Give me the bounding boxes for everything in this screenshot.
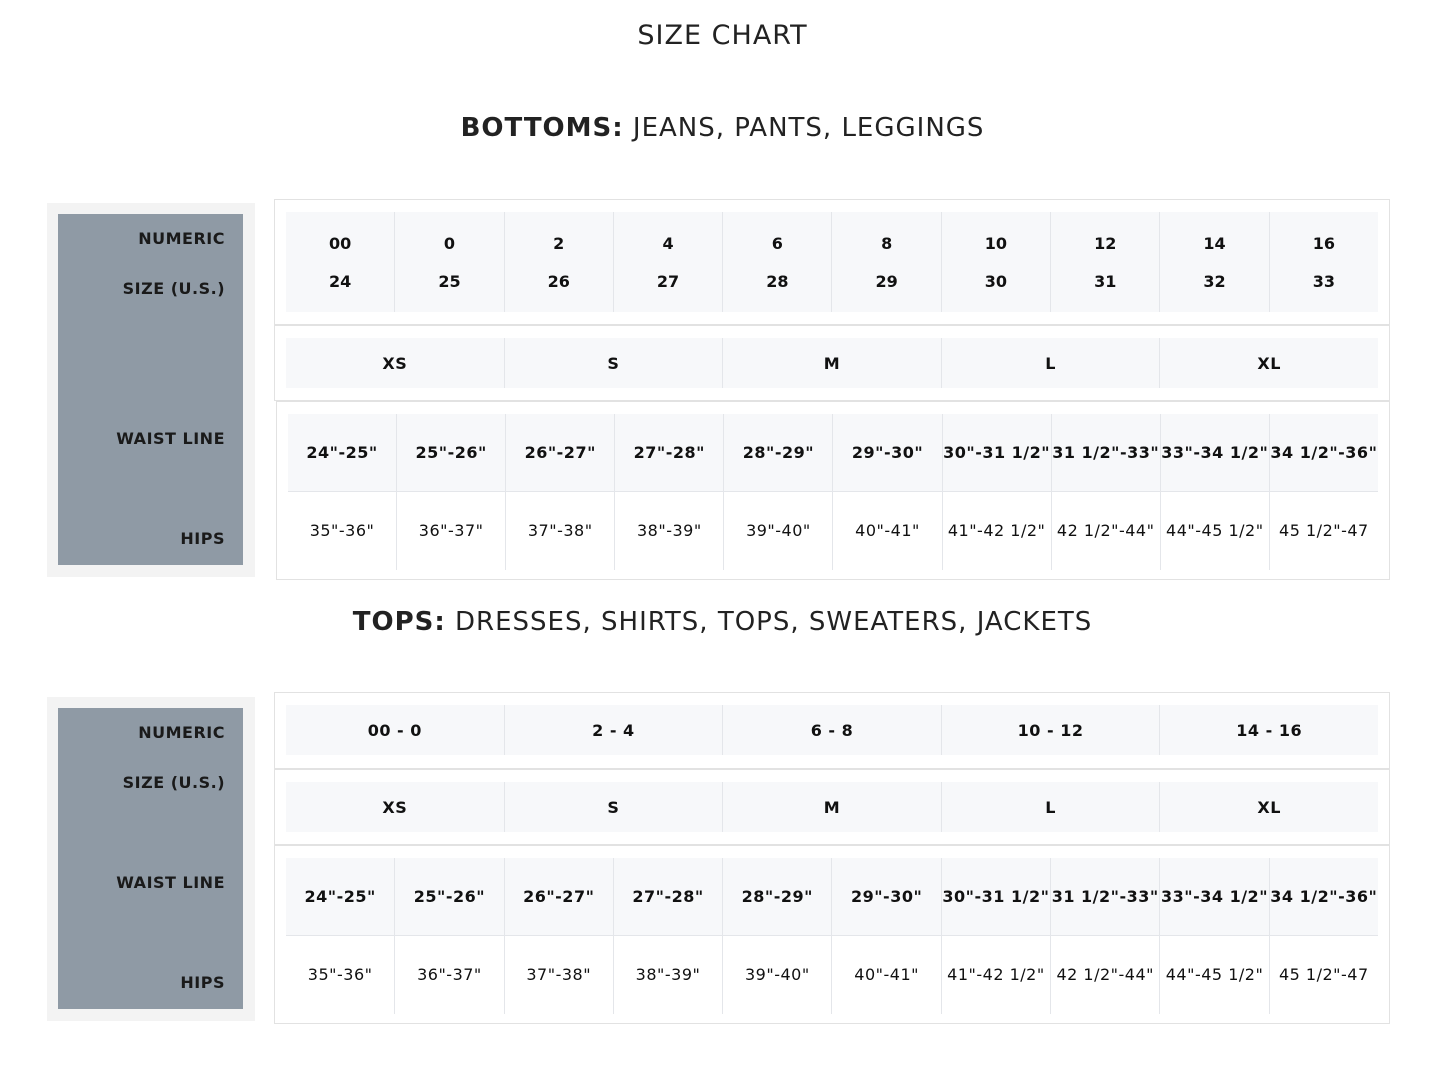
numeric-size-cell [1051,212,1160,312]
letter-size-cell: S [505,338,724,388]
numeric-size-value: 8 [881,233,893,253]
hips-measure-cell: 36"-37" [395,936,504,1014]
tops-letter-row [286,782,1378,832]
waist-size-value: 25 [438,271,461,291]
numeric-size-cell: 10 - 12 [942,705,1161,755]
waist-measure-cell: 28"-29" [724,414,833,491]
hips-measure-cell: 35"-36" [286,936,395,1014]
hips-measure-cell: 41"-42 1/2" [942,936,1051,1014]
waist-measure-cell: 29"-30" [833,414,942,491]
hips-measure-cell: 36"-37" [397,492,506,570]
waist-measure-cell: 30"-31 1/2" [942,858,1051,935]
bottoms-heading-rest: JEANS, PANTS, LEGGINGS [623,113,985,143]
waist-size-value: 33 [1312,271,1335,291]
letter-size-cell: L [942,338,1161,388]
hips-measure-cell: 38"-39" [614,936,723,1014]
waist-measure-cell: 34 1/2"-36" [1270,886,1378,906]
bottoms-heading [0,113,1445,143]
bottoms-measure-box [276,401,1390,580]
bottoms-label-numeric: NUMERIC [138,229,225,248]
tops-label-numeric: NUMERIC [138,723,225,742]
waist-size-value: 30 [984,271,1008,291]
waist-measure-cell: 26"-27" [506,414,615,491]
numeric-size-value: 0 [443,233,456,253]
numeric-size-cell [395,212,504,312]
bottoms-label-column [58,214,243,565]
letter-size-cell: XS [286,338,505,388]
hips-measure-cell: 45 1/2"-47 [1279,521,1369,540]
numeric-size-value: 6 [771,233,783,253]
page-title: SIZE CHART [637,20,808,51]
letter-size-cell: M [723,338,942,388]
hips-measure-cell: 42 1/2"-44" [1052,492,1161,570]
bottoms-label-hips: HIPS [180,529,225,548]
hips-measure-cell: 37"-38" [506,492,615,570]
numeric-size-cell [1160,212,1269,312]
waist-measure-cell: 28"-29" [723,858,832,935]
bottoms-heading-bold: BOTTOMS: [460,113,624,143]
letter-size-cell: XL [1257,797,1281,817]
hips-measure-cell: 41"-42 1/2" [943,492,1052,570]
waist-size-value: 26 [547,271,570,291]
letter-size-cell: M [723,782,942,832]
tops-measure-box [274,845,1390,1024]
tops-hips-row [286,936,1378,1014]
hips-measure-cell: 37"-38" [505,936,614,1014]
waist-size-value: 24 [329,271,352,291]
letter-size-cell: XL [1257,353,1281,373]
hips-measure-cell: 38"-39" [615,492,724,570]
waist-measure-cell: 33"-34 1/2" [1160,858,1269,935]
hips-measure-cell: 45 1/2"-47 [1278,965,1369,984]
tops-heading [0,607,1445,637]
waist-measure-cell: 31 1/2"-33" [1052,414,1161,491]
waist-measure-cell: 26"-27" [505,858,614,935]
bottoms-waist-row [288,414,1378,492]
letter-size-cell: XS [286,782,505,832]
waist-size-value: 28 [766,271,789,291]
numeric-size-value: 2 [553,233,565,253]
numeric-size-cell: 14 - 16 [1236,720,1303,740]
waist-measure-cell: 27"-28" [615,414,724,491]
tops-waist-row [286,858,1378,936]
numeric-size-cell [723,212,832,312]
bottoms-label-panel [47,203,255,577]
tops-label-hips: HIPS [180,973,225,992]
waist-measure-cell: 27"-28" [614,858,723,935]
tops-heading-bold: TOPS: [352,607,446,637]
waist-measure-cell: 24"-25" [286,858,395,935]
tops-label-waist: WAIST LINE [116,873,225,892]
letter-size-cell: L [942,782,1161,832]
waist-measure-cell: 34 1/2"-36" [1270,442,1378,462]
waist-measure-cell: 25"-26" [395,858,504,935]
numeric-size-cell [1270,212,1378,312]
waist-size-value: 29 [875,271,898,291]
numeric-size-cell [942,212,1051,312]
waist-measure-cell: 33"-34 1/2" [1161,414,1270,491]
tops-label-size: SIZE (U.S.) [122,773,225,792]
waist-measure-cell: 25"-26" [397,414,506,491]
bottoms-numeric-row [286,212,1378,312]
bottoms-label-waist: WAIST LINE [116,429,225,448]
numeric-size-value: 12 [1094,233,1117,253]
waist-measure-cell: 29"-30" [832,858,941,935]
bottoms-letter-box [274,325,1390,401]
waist-measure-cell: 30"-31 1/2" [943,414,1052,491]
tops-numeric-row [286,705,1378,755]
numeric-size-cell [505,212,614,312]
numeric-size-cell [614,212,723,312]
numeric-size-value: 10 [984,233,1008,253]
hips-measure-cell: 40"-41" [833,492,942,570]
hips-measure-cell: 42 1/2"-44" [1051,936,1160,1014]
tops-letter-box [274,769,1390,845]
hips-measure-cell: 35"-36" [288,492,397,570]
hips-measure-cell: 44"-45 1/2" [1160,936,1269,1014]
numeric-size-cell [286,212,395,312]
numeric-size-value: 16 [1312,233,1335,253]
hips-measure-cell: 44"-45 1/2" [1161,492,1270,570]
numeric-size-cell: 00 - 0 [286,705,505,755]
waist-size-value: 27 [656,271,680,291]
numeric-size-value: 4 [662,233,674,253]
waist-size-value: 31 [1094,271,1117,291]
tops-heading-rest: DRESSES, SHIRTS, TOPS, SWEATERS, JACKETS [445,607,1093,637]
tops-numeric-box [274,692,1390,769]
waist-measure-cell: 24"-25" [288,414,397,491]
hips-measure-cell: 39"-40" [723,936,832,1014]
hips-measure-cell: 40"-41" [832,936,941,1014]
numeric-size-cell: 6 - 8 [723,705,942,755]
hips-measure-cell: 39"-40" [724,492,833,570]
tops-label-column [58,708,243,1009]
numeric-size-value: 14 [1203,233,1226,253]
bottoms-hips-row [288,492,1378,570]
numeric-size-cell [832,212,941,312]
numeric-size-value: 00 [329,233,352,253]
numeric-size-cell: 2 - 4 [505,705,724,755]
waist-size-value: 32 [1203,271,1226,291]
waist-measure-cell: 31 1/2"-33" [1051,858,1160,935]
bottoms-letter-row [286,338,1378,388]
bottoms-label-size: SIZE (U.S.) [122,279,225,298]
tops-label-panel [47,697,255,1021]
letter-size-cell: S [505,782,724,832]
bottoms-numeric-box [274,199,1390,325]
